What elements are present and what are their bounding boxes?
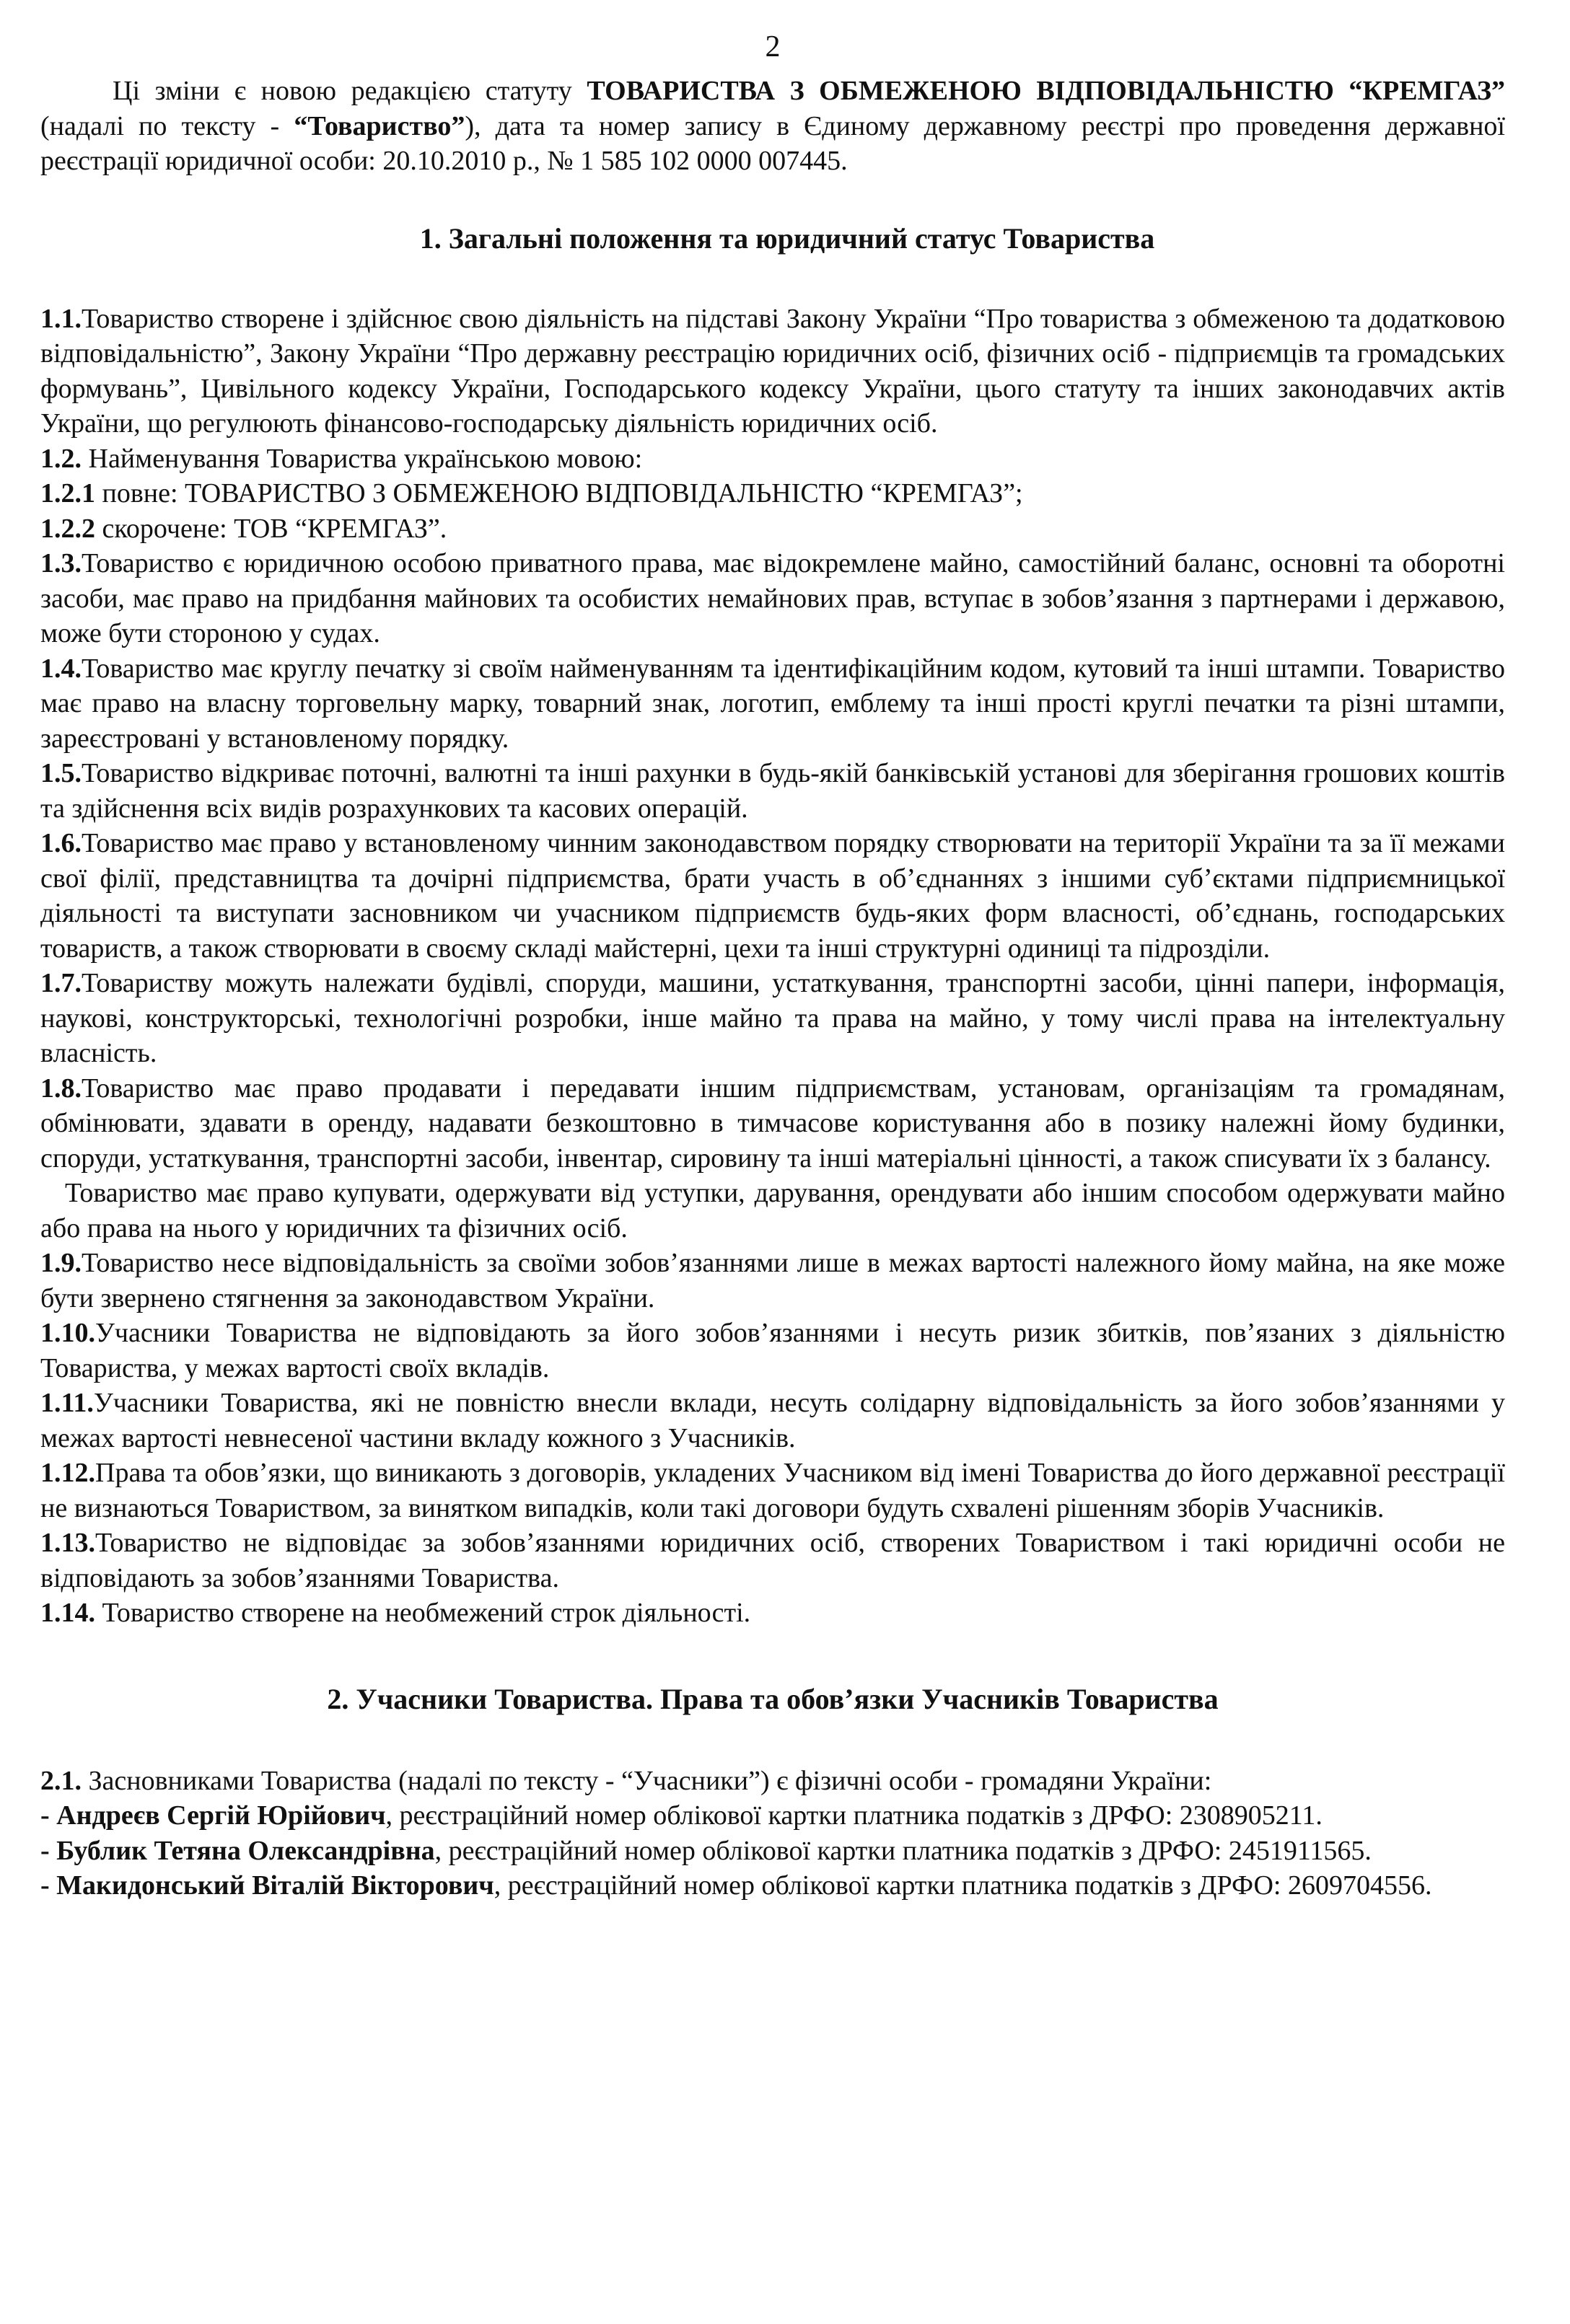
page-number: 2 (765, 30, 781, 63)
clause-text: Товариство має право продавати і передавати іншим підприємствам, установам, організаціям та громадянам, обмінювати, здавати в оренду, надавати безкоштовно в тимчасове користування або в позику належні йому будинки, споруди, устаткування, транспортні засоби, інвентар, сировину та інші матеріальні цінності, а також списувати їх з балансу. (40, 1073, 1505, 1174)
clause-text: Товариство відкриває поточні, валютні та інші рахунки в будь-якій банківській установі для зберігання грошових коштів та здійснення всіх видів розрахункових та касових операцій. (40, 758, 1505, 824)
founder-details: , реєстраційний номер облікової картки платника податків з ДРФО: 2609704556. (494, 1870, 1432, 1901)
clause-1-10 (40, 1316, 1505, 1386)
clause-number: 1.2.2 (40, 513, 95, 544)
clause-text: повне: ТОВАРИСТВО З ОБМЕЖЕНОЮ ВІДПОВІДАЛЬНІСТЮ “КРЕМГАЗ”; (95, 478, 1023, 509)
clause-text: Товариство не відповідає за зобов’язаннями юридичних осіб, створених Товариством і такі юридичні особи не відповідають за зобов’язаннями Товариства. (40, 1528, 1505, 1593)
clause-number: 1.14. (40, 1598, 95, 1628)
clause-number: 1.6. (40, 828, 82, 858)
founder-details: , реєстраційний номер облікової картки платника податків з ДРФО: 2451911565. (434, 1835, 1372, 1866)
clause-1-2-1 (40, 476, 1505, 511)
clause-text: Учасники Товариства не відповідають за його зобов’язаннями і несуть ризик збитків, пов’язаних з діяльністю Товариства, у межах вартості своїх вкладів. (40, 1318, 1505, 1383)
clause-1-8-continued (40, 1176, 1505, 1246)
section-1-heading: 1. Загальні положення та юридичний статус Товариства (419, 221, 1155, 255)
clause-text: Товариство є юридичною особою приватного права, має відокремлене майно, самостійний баланс, основні та оборотні засоби, має право на придбання майнових та особистих немайнових прав, вступає в зобов’язання з партнерами і державою, може бути стороною у судах. (40, 548, 1505, 648)
clause-number: 1.2. (40, 443, 82, 474)
clause-1-8 (40, 1071, 1505, 1176)
clause-text: Права та обов’язки, що виникають з договорів, укладених Учасником від імені Товариства до його державної реєстрації не визнаються Товариством, за винятком випадків, коли такі договори будуть схвалені рішенням зборів Учасників. (40, 1458, 1505, 1523)
clause-text: Товариство створене на необмежений строк діяльності. (95, 1598, 751, 1628)
intro-paragraph (40, 74, 1505, 179)
clause-number: 1.5. (40, 758, 82, 788)
company-short-ref: “Товариство” (294, 110, 465, 141)
clause-1-14 (40, 1595, 1505, 1631)
clause-number: 1.8. (40, 1073, 82, 1104)
clause-text: Товариство має право купувати, одержувати від уступки, дарування, орендувати або іншим способом одержувати майно або права на нього у юридичних та фізичних осіб. (40, 1178, 1505, 1244)
intro-text: (надалі по тексту - (40, 110, 294, 141)
clause-text: Найменування Товариства українською мовою: (82, 443, 643, 474)
clause-text: Товариству можуть належати будівлі, споруди, машини, устаткування, транспортні засоби, цінні папери, інформація, наукові, конструкторські, технологічні розробки, інше майно та права на майно, у тому числі права на інтелектуальну власність. (40, 968, 1505, 1068)
founder-name: - Макидонський Віталій Вікторович (40, 1870, 494, 1901)
section-2-heading: 2. Учасники Товариства. Права та обов’язки Учасників Товариства (327, 1682, 1219, 1715)
clause-text: скорочене: ТОВ “КРЕМГАЗ”. (95, 513, 447, 544)
company-name: ТОВАРИСТВА З ОБМЕЖЕНОЮ ВІДПОВІДАЛЬНІСТЮ “КРЕМГАЗ” (587, 76, 1505, 106)
clause-number: 1.13. (40, 1528, 95, 1558)
clause-1-6 (40, 826, 1505, 966)
clause-2-1 (40, 1764, 1505, 1799)
clause-1-3 (40, 546, 1505, 651)
clause-1-11 (40, 1386, 1505, 1456)
clause-number: 1.11. (40, 1388, 94, 1418)
clause-1-5 (40, 756, 1505, 826)
clause-number: 1.1. (40, 303, 82, 334)
clause-number: 1.4. (40, 653, 82, 684)
clause-1-7 (40, 966, 1505, 1071)
clause-number: 1.10. (40, 1318, 95, 1348)
clause-text: Товариство має круглу печатку зі своїм найменуванням та ідентифікаційним кодом, кутовий та інші штампи. Товариство має право на власну торговельну марку, товарний знак, логотип, емблему та інші прості круглі печатки та різні штампи, зареєстровані у встановленому порядку. (40, 653, 1505, 754)
clause-1-2-2 (40, 511, 1505, 547)
clause-text: Учасники Товариства, які не повністю внесли вклади, несуть солідарну відповідальність за його зобов’язаннями у межах вартості невнесеної частини вкладу кожного з Учасників. (40, 1388, 1505, 1453)
clause-1-4 (40, 651, 1505, 757)
clause-1-1 (40, 301, 1505, 441)
clause-number: 1.9. (40, 1248, 82, 1278)
intro-text: Ці зміни є новою редакцією статуту (113, 76, 587, 106)
clause-1-2 (40, 441, 1505, 477)
founder-entry (40, 1798, 1505, 1834)
clause-1-13 (40, 1526, 1505, 1595)
clause-number: 1.2.1 (40, 478, 95, 509)
founder-name: - Бублик Тетяна Олександрівна (40, 1835, 435, 1866)
clause-text: Товариство несе відповідальність за своїми зобов’язаннями лише в межах вартості належного йому майна, на яке може бути звернено стягнення за законодавством України. (40, 1248, 1505, 1313)
founder-name: - Андреєв Сергій Юрійович (40, 1800, 386, 1831)
clause-1-9 (40, 1246, 1505, 1316)
clause-text: Товариство має право у встановленому чинним законодавством порядку створювати на території України та за її межами свої філії, представництва та дочірні підприємства, брати участь в об’єднаннях з іншими суб’єктами підприємницької діяльності та виступати засновником чи учасником підприємств будь-яких форм власності, об’єднань, господарських товариств, а також створювати в своєму складі майстерні, цехи та інші структурні одиниці та підрозділи. (40, 828, 1505, 964)
intro-text: ), дата та номер запису в Єдиному державному реєстрі про проведення державної реєстрації юридичної особи: 20.10.2010 р., № 1 585 102 0000 007445. (40, 110, 1505, 176)
clause-number: 2.1. (40, 1765, 82, 1796)
clause-text: Товариство створене і здійснює свою діяльність на підставі Закону України “Про товариства з обмеженою та додатковою відповідальністю”, Закону України “Про державну реєстрацію юридичних осіб, фізичних осіб - підприємців та громадських формувань”, Цивільного кодексу України, Господарського кодексу України, цього статуту та інших законодавчих актів України, що регулюють фінансово-господарську діяльність юридичних осіб. (40, 303, 1505, 439)
clause-number: 1.7. (40, 968, 82, 998)
founder-entry (40, 1868, 1505, 1903)
clause-number: 1.12. (40, 1458, 95, 1488)
founder-entry (40, 1834, 1505, 1869)
founder-details: , реєстраційний номер облікової картки платника податків з ДРФО: 2308905211. (385, 1800, 1323, 1831)
clause-text: Засновниками Товариства (надалі по тексту - “Учасники”) є фізичні особи - громадяни України: (82, 1765, 1212, 1796)
clause-number: 1.3. (40, 548, 82, 578)
clause-1-12 (40, 1456, 1505, 1526)
